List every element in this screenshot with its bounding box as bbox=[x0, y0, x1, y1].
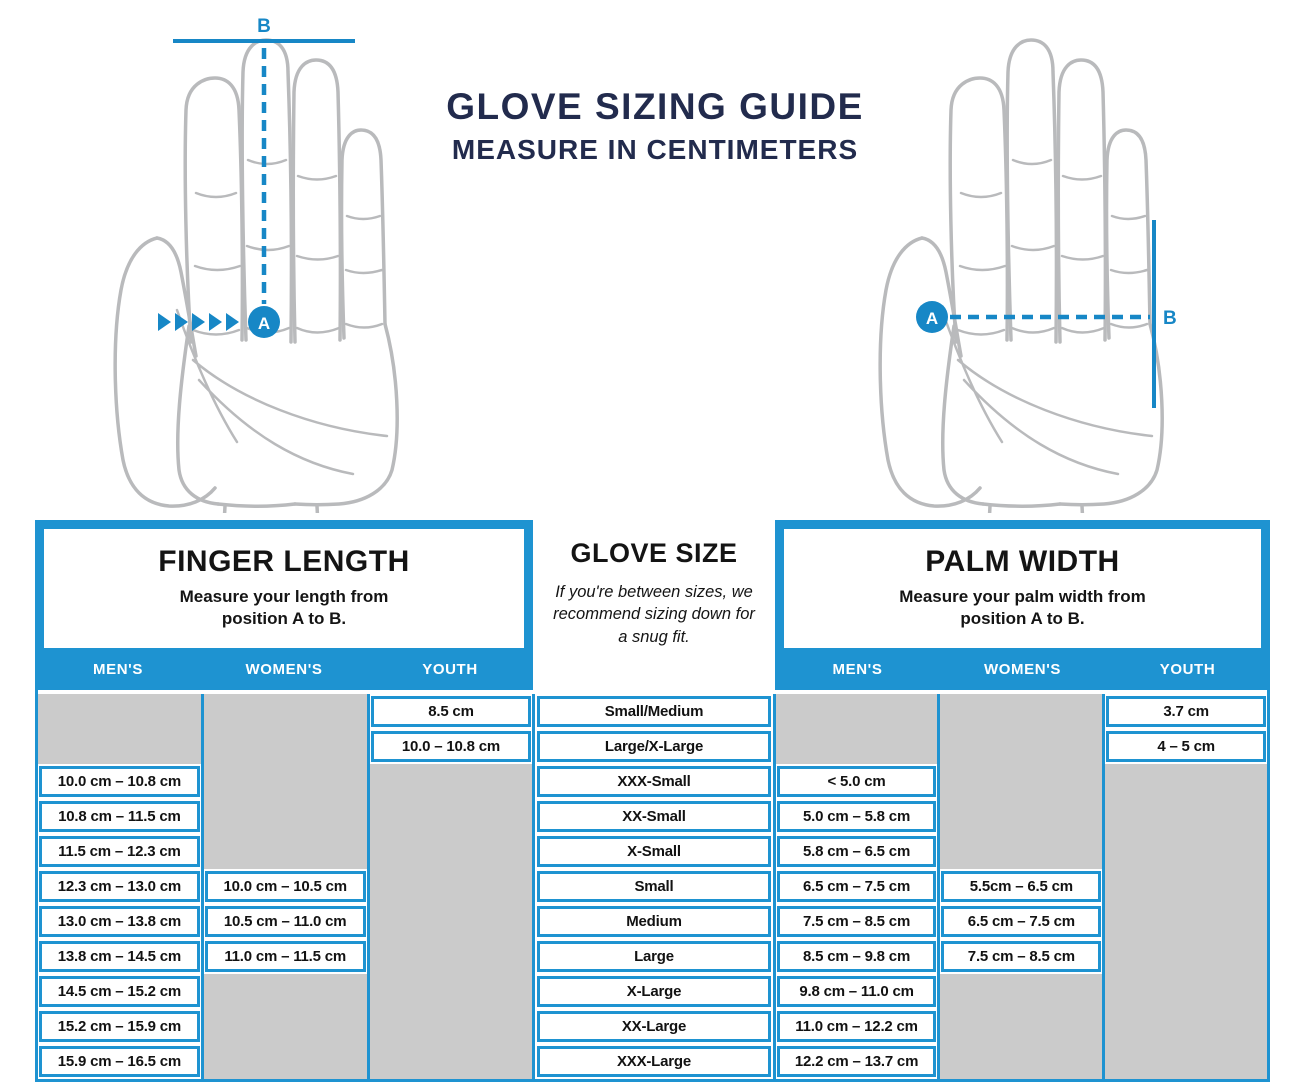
finger-mens-column-header: MEN'S bbox=[93, 660, 143, 678]
palm-mens-cell-value: 8.5 cm – 9.8 cm bbox=[777, 941, 937, 972]
palm-womens-column bbox=[937, 694, 1102, 1079]
glove-size-title: GLOVE SIZE bbox=[570, 538, 738, 568]
glove-size-cell-value: Large/X-Large bbox=[537, 731, 770, 762]
finger-youth-cell bbox=[370, 729, 533, 764]
palm-womens-cell-value: 6.5 cm – 7.5 cm bbox=[941, 906, 1101, 937]
glove-size-cell-value: XX-Small bbox=[537, 801, 770, 832]
palm-womens-cell bbox=[940, 799, 1102, 834]
label-b: B bbox=[257, 16, 271, 37]
palm-mens-cell-value: 7.5 cm – 8.5 cm bbox=[777, 906, 937, 937]
palm-width-hand-diagram bbox=[820, 8, 1190, 513]
finger-mens-cell bbox=[38, 729, 201, 764]
glove-size-cell bbox=[535, 1044, 772, 1079]
finger-youth-cell bbox=[370, 974, 533, 1009]
palm-mens-cell-value: 5.0 cm – 5.8 cm bbox=[777, 801, 937, 832]
finger-mens-cell-value: 13.8 cm – 14.5 cm bbox=[39, 941, 200, 972]
glove-size-cell bbox=[535, 764, 772, 799]
finger-mens-cell bbox=[38, 1009, 201, 1044]
finger-mens-cell-value: 14.5 cm – 15.2 cm bbox=[39, 976, 200, 1007]
finger-length-title: FINGER LENGTH bbox=[158, 545, 410, 578]
finger-womens-cell-value: 11.0 cm – 11.5 cm bbox=[205, 941, 366, 972]
palm-youth-cell bbox=[1105, 834, 1267, 869]
arrow-chevrons bbox=[158, 313, 239, 331]
palm-womens-cell bbox=[940, 904, 1102, 939]
glove-size-column bbox=[532, 694, 772, 1079]
finger-mens-cell-value: 13.0 cm – 13.8 cm bbox=[39, 906, 200, 937]
finger-mens-cell bbox=[38, 764, 201, 799]
finger-womens-cell bbox=[204, 939, 367, 974]
finger-womens-cell-value: 10.0 cm – 10.5 cm bbox=[205, 871, 366, 902]
glove-size-cell bbox=[535, 799, 772, 834]
finger-youth-cell-value: 10.0 – 10.8 cm bbox=[371, 731, 532, 762]
finger-mens-column bbox=[38, 694, 201, 1079]
palm-youth-cell bbox=[1105, 1044, 1267, 1079]
palm-mens-cell bbox=[776, 1044, 938, 1079]
palm-womens-cell bbox=[940, 939, 1102, 974]
palm-youth-cell-value: 4 – 5 cm bbox=[1106, 731, 1266, 762]
palm-mens-cell bbox=[776, 869, 938, 904]
palm-mens-column bbox=[773, 694, 938, 1079]
label-a: A bbox=[257, 314, 271, 333]
palm-mens-column-header: MEN'S bbox=[832, 660, 883, 678]
finger-mens-cell bbox=[38, 694, 201, 729]
glove-size-cell bbox=[535, 1009, 772, 1044]
palm-womens-cell bbox=[940, 834, 1102, 869]
palm-womens-cell-value: 7.5 cm – 8.5 cm bbox=[941, 941, 1101, 972]
finger-youth-cell bbox=[370, 764, 533, 799]
label-b: B bbox=[1163, 308, 1177, 329]
palm-mens-cell-value: < 5.0 cm bbox=[777, 766, 937, 797]
sizing-table bbox=[35, 520, 1270, 1082]
palm-youth-cell bbox=[1105, 974, 1267, 1009]
finger-mens-cell bbox=[38, 974, 201, 1009]
finger-womens-cell bbox=[204, 1009, 367, 1044]
finger-womens-cell-value: 10.5 cm – 11.0 cm bbox=[205, 906, 366, 937]
palm-width-subtitle: Measure your palm width from position A to B. bbox=[899, 587, 1146, 629]
glove-size-cell-value: XXX-Large bbox=[537, 1046, 770, 1077]
glove-size-cell-value: Large bbox=[537, 941, 770, 972]
finger-mens-cell-value: 15.9 cm – 16.5 cm bbox=[39, 1046, 200, 1077]
finger-youth-cell bbox=[370, 694, 533, 729]
glove-size-cell-value: X-Large bbox=[537, 976, 770, 1007]
glove-size-header bbox=[533, 520, 775, 690]
palm-youth-cell bbox=[1105, 939, 1267, 974]
palm-womens-column-header: WOMEN'S bbox=[984, 660, 1061, 678]
finger-mens-cell bbox=[38, 799, 201, 834]
palm-mens-cell bbox=[776, 799, 938, 834]
palm-womens-cell bbox=[940, 1044, 1102, 1079]
palm-mens-cell bbox=[776, 694, 938, 729]
palm-womens-cell bbox=[940, 729, 1102, 764]
finger-youth-column-header: YOUTH bbox=[422, 660, 478, 678]
palm-youth-cell bbox=[1105, 869, 1267, 904]
glove-size-cell-value: XX-Large bbox=[537, 1011, 770, 1042]
palm-mens-cell-value: 9.8 cm – 11.0 cm bbox=[777, 976, 937, 1007]
finger-youth-cell-value: 8.5 cm bbox=[371, 696, 532, 727]
finger-womens-cell bbox=[204, 834, 367, 869]
finger-womens-cell bbox=[204, 764, 367, 799]
label-a: A bbox=[925, 309, 939, 328]
palm-mens-cell bbox=[776, 1009, 938, 1044]
finger-mens-cell-value: 10.8 cm – 11.5 cm bbox=[39, 801, 200, 832]
finger-mens-cell bbox=[38, 939, 201, 974]
palm-mens-cell bbox=[776, 834, 938, 869]
finger-youth-cell bbox=[370, 869, 533, 904]
finger-mens-cell bbox=[38, 834, 201, 869]
finger-womens-cell bbox=[204, 869, 367, 904]
glove-size-cell bbox=[535, 834, 772, 869]
finger-womens-cell bbox=[204, 694, 367, 729]
palm-youth-cell bbox=[1105, 904, 1267, 939]
palm-youth-cell bbox=[1105, 799, 1267, 834]
finger-youth-cell bbox=[370, 939, 533, 974]
finger-length-subtitle: Measure your length from position A to B. bbox=[179, 587, 389, 629]
finger-mens-cell bbox=[38, 904, 201, 939]
glove-size-cell-value: X-Small bbox=[537, 836, 770, 867]
palm-mens-cell bbox=[776, 974, 938, 1009]
palm-youth-cell bbox=[1105, 764, 1267, 799]
finger-womens-cell bbox=[204, 1044, 367, 1079]
finger-womens-cell bbox=[204, 974, 367, 1009]
palm-mens-cell-value: 6.5 cm – 7.5 cm bbox=[777, 871, 937, 902]
glove-size-cell bbox=[535, 974, 772, 1009]
glove-size-cell bbox=[535, 939, 772, 974]
glove-size-cell-value: Medium bbox=[537, 906, 770, 937]
palm-youth-cell bbox=[1105, 694, 1267, 729]
page-subtitle: MEASURE IN CENTIMETERS bbox=[451, 134, 859, 165]
finger-mens-cell-value: 12.3 cm – 13.0 cm bbox=[39, 871, 200, 902]
palm-mens-cell bbox=[776, 729, 938, 764]
palm-womens-cell bbox=[940, 869, 1102, 904]
palm-youth-cell bbox=[1105, 729, 1267, 764]
palm-youth-cell-value: 3.7 cm bbox=[1106, 696, 1266, 727]
palm-youth-column-header: YOUTH bbox=[1159, 660, 1216, 678]
glove-size-cell bbox=[535, 869, 772, 904]
palm-width-header bbox=[775, 520, 1270, 690]
glove-size-cell-value: Small bbox=[537, 871, 770, 902]
table-body bbox=[35, 690, 1270, 1082]
finger-mens-cell-value: 11.5 cm – 12.3 cm bbox=[39, 836, 200, 867]
table-header bbox=[35, 520, 1270, 690]
finger-mens-cell-value: 15.2 cm – 15.9 cm bbox=[39, 1011, 200, 1042]
glove-size-cell bbox=[535, 729, 772, 764]
finger-mens-cell-value: 10.0 cm – 10.8 cm bbox=[39, 766, 200, 797]
finger-length-hand-diagram bbox=[55, 8, 425, 513]
finger-length-header bbox=[35, 520, 533, 690]
finger-womens-cell bbox=[204, 729, 367, 764]
glove-size-note: If you're between sizes, we recommend sizing down for a snug fit. bbox=[553, 583, 755, 646]
palm-mens-cell-value: 11.0 cm – 12.2 cm bbox=[777, 1011, 937, 1042]
palm-width-title: PALM WIDTH bbox=[925, 545, 1120, 578]
glove-size-cell-value: Small/Medium bbox=[537, 696, 770, 727]
palm-mens-cell-value: 12.2 cm – 13.7 cm bbox=[777, 1046, 937, 1077]
palm-youth-cell bbox=[1105, 1009, 1267, 1044]
finger-youth-cell bbox=[370, 834, 533, 869]
page-title: GLOVE SIZING GUIDE bbox=[446, 86, 864, 127]
palm-youth-column bbox=[1102, 694, 1267, 1079]
finger-youth-cell bbox=[370, 904, 533, 939]
palm-mens-cell bbox=[776, 904, 938, 939]
palm-womens-cell bbox=[940, 694, 1102, 729]
finger-youth-cell bbox=[370, 1009, 533, 1044]
glove-size-cell bbox=[535, 694, 772, 729]
palm-womens-cell-value: 5.5cm – 6.5 cm bbox=[941, 871, 1101, 902]
palm-mens-cell bbox=[776, 764, 938, 799]
palm-womens-cell bbox=[940, 1009, 1102, 1044]
finger-womens-column bbox=[201, 694, 367, 1079]
palm-mens-cell bbox=[776, 939, 938, 974]
finger-womens-column-header: WOMEN'S bbox=[245, 660, 323, 678]
finger-mens-cell bbox=[38, 1044, 201, 1079]
palm-mens-cell-value: 5.8 cm – 6.5 cm bbox=[777, 836, 937, 867]
finger-youth-cell bbox=[370, 799, 533, 834]
finger-mens-cell bbox=[38, 869, 201, 904]
glove-size-cell bbox=[535, 904, 772, 939]
palm-womens-cell bbox=[940, 974, 1102, 1009]
finger-womens-cell bbox=[204, 904, 367, 939]
finger-youth-column bbox=[367, 694, 533, 1079]
finger-youth-cell bbox=[370, 1044, 533, 1079]
palm-womens-cell bbox=[940, 764, 1102, 799]
glove-size-cell-value: XXX-Small bbox=[537, 766, 770, 797]
finger-womens-cell bbox=[204, 799, 367, 834]
